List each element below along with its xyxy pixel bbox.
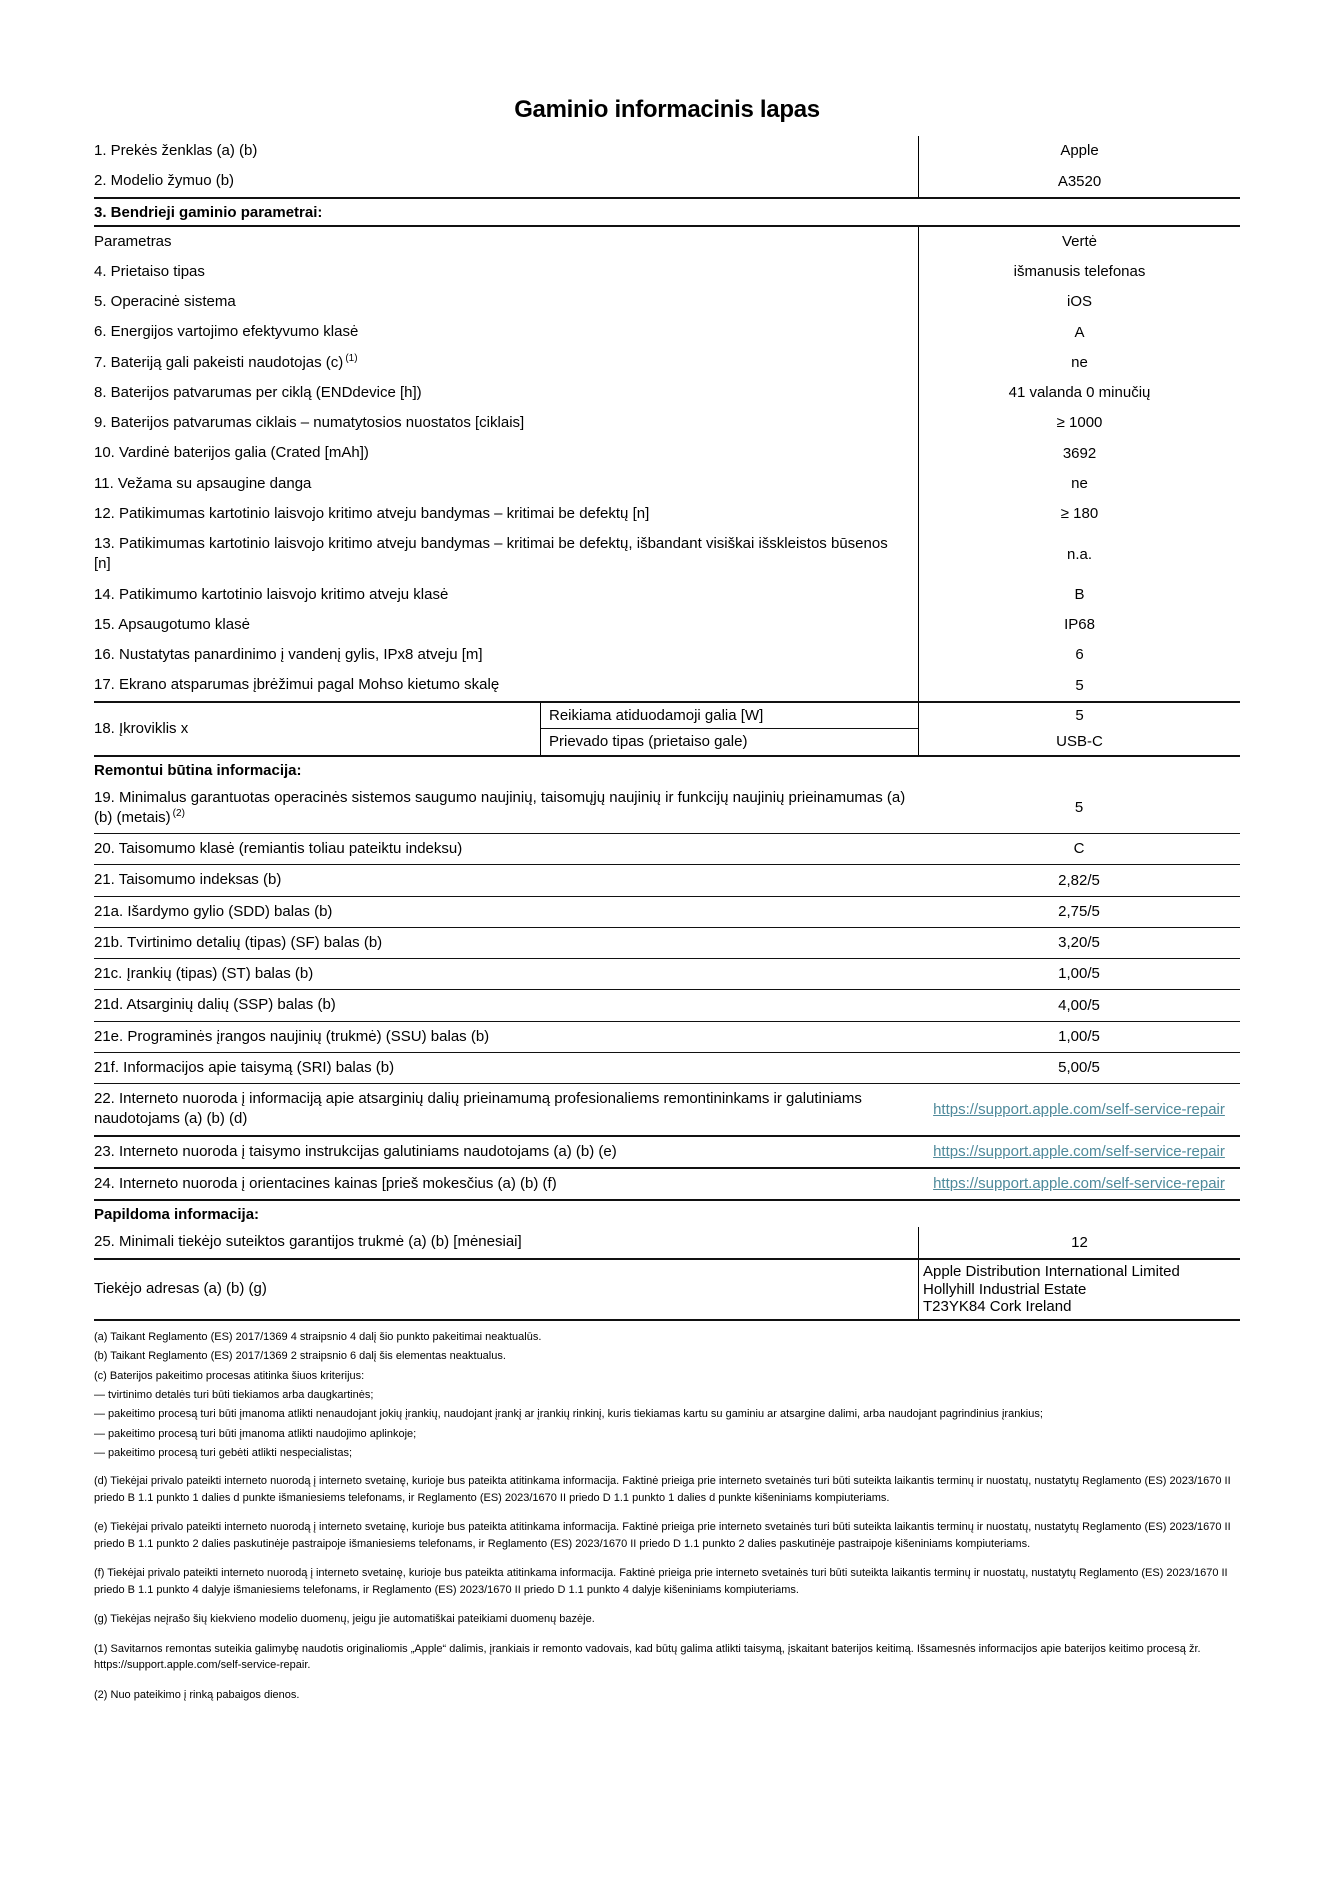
row-label: 17. Ekrano atsparumas įbrėžimui pagal Mohso kietumo skalę	[94, 676, 500, 694]
row-value: IP68	[918, 610, 1240, 640]
row-value: 5	[918, 670, 1240, 700]
spare-parts-link[interactable]: https://support.apple.com/self-service-repair	[933, 1100, 1225, 1118]
row-value: 2,75/5	[1058, 902, 1100, 920]
table-row	[94, 166, 1240, 196]
footnote: — tvirtinimo detalės turi būti tiekiamos arba daugkartinės;	[94, 1388, 374, 1401]
column-header-value: Vertė	[918, 227, 1240, 257]
row-value: ne	[918, 348, 1240, 378]
supplier-address-line: Hollyhill Industrial Estate	[923, 1280, 1087, 1298]
page-title: Gaminio informacinis lapas	[514, 96, 820, 123]
row-value: 1,00/5	[1058, 1027, 1100, 1045]
charger-sub-label: Prievado tipas (prietaiso gale)	[549, 733, 748, 750]
row-value: 6	[918, 640, 1240, 670]
section-header-additional: Papildoma informacija:	[94, 1206, 260, 1223]
row-label: 21e. Programinės įrangos naujinių (trukmė) (SSU) balas (b)	[94, 1027, 490, 1045]
row-value: A	[918, 317, 1240, 347]
supplier-address-line: T23YK84 Cork Ireland	[923, 1298, 1072, 1316]
table-row	[94, 640, 1240, 670]
row-label: 25. Minimali tiekėjo suteiktos garantijos trukmė (a) (b) [mėnesiai]	[94, 1233, 522, 1251]
row-label: 4. Prietaiso tipas	[94, 262, 205, 280]
table-row	[94, 1084, 1240, 1137]
row-value: 3692	[918, 438, 1240, 468]
table-row	[94, 438, 1240, 468]
row-value: ≥ 1000	[918, 408, 1240, 438]
row-value: ne	[918, 469, 1240, 499]
row-value: 12	[918, 1227, 1240, 1258]
row-value: 41 valanda 0 minučių	[918, 378, 1240, 408]
table-row	[94, 317, 1240, 347]
row-label: Tiekėjo adresas (a) (b) (g)	[94, 1280, 267, 1298]
row-label: 11. Vežama su apsaugine danga	[94, 474, 312, 492]
footnote: (1) Savitarnos remontas suteikia galimybę naudotis originaliomis „Apple“ dalimis, įrankiais ir remonto vadovais, kad būtų galima atlikti taisymą, įskaitant baterijos keitimą. Išsamesnės informacijos apie baterijos keitimo procesą žr. https://support.apple.com/self-service-repair.	[94, 1642, 1201, 1672]
indicative-prices-link[interactable]: https://support.apple.com/self-service-repair	[933, 1175, 1225, 1193]
footnote: (c) Baterijos pakeitimo procesas atitinka šiuos kriterijus:	[94, 1369, 365, 1382]
row-value: išmanusis telefonas	[918, 257, 1240, 287]
row-value: n.a.	[918, 529, 1240, 580]
table-row	[94, 1053, 1240, 1084]
footnote: (b) Taikant Reglamento (ES) 2017/1369 2 straipsnio 6 dalį šis elementas neaktualus.	[94, 1350, 506, 1363]
footnote: (a) Taikant Reglamento (ES) 2017/1369 4 straipsnio 4 dalį šio punkto pakeitimai neaktualūs.	[94, 1331, 542, 1344]
footnote: — pakeitimo procesą turi gebėti atlikti nespecialistas;	[94, 1446, 353, 1459]
table-header-row	[94, 227, 1240, 257]
row-label: 15. Apsaugotumo klasė	[94, 615, 250, 633]
general-parameters-section	[94, 227, 1240, 701]
repair-section	[94, 783, 1240, 1202]
brand-model-section	[94, 136, 1240, 199]
table-row	[94, 865, 1240, 896]
row-label: 19. Minimalus garantuotas operacinės sistemos saugumo naujinių, taisomųjų naujinių ir funkcijų naujinių prieinamumas (a) (b) (metais) $^{(2)}$	[94, 788, 906, 826]
row-label: 21b. Tvirtinimo detalių (tipas) (SF) balas (b)	[94, 933, 383, 951]
table-row	[94, 959, 1240, 990]
row-value: 4,00/5	[1058, 996, 1100, 1014]
section-header-general: 3. Bendrieji gaminio parametrai:	[94, 199, 1240, 227]
table-row	[94, 834, 1240, 865]
charger-sub-label: Reikiama atiduodamoji galia [W]	[541, 703, 918, 729]
row-value: Apple	[918, 136, 1240, 166]
row-label: 20. Taisomumo klasė (remiantis toliau pateiktu indeksu)	[94, 840, 463, 857]
row-value: 1,00/5	[1058, 965, 1100, 983]
row-value: C	[1073, 840, 1085, 858]
row-label: 13. Patikimumas kartotinio laisvojo kritimo atveju bandymas – kritimai be defektų, išbandant visiškai išskleistos būsenos [n]	[94, 535, 888, 573]
table-row	[94, 378, 1240, 408]
table-row	[94, 1227, 1240, 1260]
row-value	[918, 1169, 1240, 1199]
table-row	[94, 897, 1240, 928]
row-label: 2. Modelio žymuo (b)	[94, 172, 235, 190]
row-label: 21d. Atsarginių dalių (SSP) balas (b)	[94, 996, 336, 1014]
row-value: 3,20/5	[1058, 934, 1100, 952]
charger-sub-value: USB-C	[918, 729, 1240, 755]
row-label: 16. Nustatytas panardinimo į vandenį gylis, IPx8 atveju [m]	[94, 646, 483, 663]
row-value	[918, 1084, 1240, 1135]
row-value: 5	[1074, 799, 1084, 816]
row-label: 10. Vardinė baterijos galia (Crated [mAh])	[94, 444, 369, 462]
charger-row	[94, 701, 1240, 757]
table-row	[94, 610, 1240, 640]
table-row	[94, 499, 1240, 529]
table-row	[94, 670, 1240, 700]
footnote: (g) Tiekėjas neįrašo šių kiekvieno modelio duomenų, jeigu jie automatiškai pateikiami duomenų bazėje.	[94, 1613, 595, 1626]
table-row	[94, 990, 1240, 1021]
row-value: iOS	[918, 287, 1240, 317]
row-label: 24. Interneto nuoroda į orientacines kainas [prieš mokesčius (a) (b) (f)	[94, 1174, 557, 1192]
footnotes	[94, 1330, 1240, 1703]
row-label: 6. Energijos vartojimo efektyvumo klasė	[94, 323, 359, 341]
section-header-repair: Remontui būtina informacija:	[94, 761, 302, 779]
table-row	[94, 136, 1240, 166]
table-row	[94, 257, 1240, 287]
row-value	[918, 1137, 1240, 1167]
row-label: 21f. Informacijos apie taisymą (SRI) balas (b)	[94, 1058, 395, 1076]
row-label: 21a. Išardymo gylio (SDD) balas (b)	[94, 902, 333, 920]
row-value: 2,82/5	[1058, 871, 1100, 889]
row-value: 5,00/5	[1058, 1059, 1100, 1077]
supplier-address-row	[94, 1260, 1240, 1321]
table-row	[94, 580, 1240, 610]
footnote: (e) Tiekėjai privalo pateikti interneto nuorodą į interneto svetainę, kurioje bus pateikta atitinkama informacija. Faktinė prieiga prie interneto svetainės turi būti suteikta laikantis terminų ir nuostatų, nustatytų Reglamento (ES) 2023/1670 II priedo B 1.1 punkto 2 dalies paskutinėje pastraipoje išmaniesiems telefonams, ir Reglamento (ES) 2023/1670 II priedo D 1.1 punkto 2 dalies paskutinėje pastraipoje kišeniniams kompiuteriams.	[94, 1521, 1231, 1550]
table-row	[94, 469, 1240, 499]
row-value: ≥ 180	[918, 499, 1240, 529]
footnote: (2) Nuo pateikimo į rinką pabaigos dienos.	[94, 1688, 300, 1701]
footnote-marker: (1)	[345, 352, 358, 364]
footnote: — pakeitimo procesą turi būti įmanoma atlikti naudojimo aplinkoje;	[94, 1427, 417, 1440]
footnote: — pakeitimo procesą turi būti įmanoma atlikti nenaudojant jokių įrankių, naudojant įrankį ar įrankių rinkinį, kuris tiekiamas kartu su gaminiu ar atsargine dalimi, arba naudojant pagrindinius įrankius;	[94, 1408, 1043, 1421]
table-row	[94, 287, 1240, 317]
table-row	[94, 348, 1240, 378]
row-label: 21c. Įrankių (tipas) (ST) balas (b)	[94, 965, 314, 982]
row-label: 9. Baterijos patvarumas ciklais – numatytosios nuostatos [ciklais]	[94, 414, 525, 431]
row-label: 18. Įkroviklis x	[94, 703, 541, 755]
footnote-marker: (2)	[172, 807, 185, 819]
supplier-address-line: Apple Distribution International Limited	[923, 1263, 1180, 1280]
row-label: 21. Taisomumo indeksas (b)	[94, 871, 282, 889]
row-value: B	[918, 580, 1240, 610]
footnote: (d) Tiekėjai privalo pateikti interneto nuorodą į interneto svetainę, kurioje bus pateikta atitinkama informacija. Faktinė prieiga prie interneto svetainės turi būti suteikta laikantis terminų ir nuostatų, nustatytų Reglamento (ES) 2023/1670 II priedo B 1.1 punkto 1 dalies d punkte išmaniesiems telefonams, ir Reglamento (ES) 2023/1670 II priedo D 1.1 punkto 1 dalies d punkte kišeniniams kompiuteriams.	[94, 1475, 1231, 1504]
column-header-parameter: Parametras	[94, 232, 172, 250]
table-row	[94, 783, 1240, 835]
row-label: 23. Interneto nuoroda į taisymo instrukcijas galutiniams naudotojams (a) (b) (e)	[94, 1142, 617, 1160]
table-row	[94, 1169, 1240, 1201]
table-row	[94, 1022, 1240, 1053]
supplier-address	[918, 1260, 1240, 1319]
footnote: (f) Tiekėjai privalo pateikti interneto nuorodą į interneto svetainę, kurioje bus pateikta atitinkama informacija. Faktinė prieiga prie interneto svetainės turi būti suteikta laikantis terminų ir nuostatų, nustatytų Reglamento (ES) 2023/1670 II priedo B 1.1 punkto 4 dalyje išmaniesiems telefonams, ir Reglamento (ES) 2023/1670 II priedo D 1.1 punkto 4 dalyje kišeniniams kompiuteriams.	[94, 1567, 1228, 1596]
table-row	[94, 1137, 1240, 1169]
table-row	[94, 408, 1240, 438]
charger-sub-value: 5	[918, 703, 1240, 729]
row-label: 22. Interneto nuoroda į informaciją apie atsarginių dalių prieinamumą profesionaliems remontininkams ir galutiniams naudotojams (a) (b) (d)	[94, 1090, 862, 1128]
row-value: A3520	[918, 166, 1240, 196]
table-row	[94, 529, 1240, 580]
row-label: 8. Baterijos patvarumas per ciklą (ENDdevice [h])	[94, 383, 422, 401]
row-label: 5. Operacinė sistema	[94, 293, 236, 310]
table-row	[94, 928, 1240, 959]
row-label: 7. Bateriją gali pakeisti naudotojas (c) $^{(1)}$	[94, 352, 358, 371]
row-label: 1. Prekės ženklas (a) (b)	[94, 142, 258, 159]
repair-instructions-link[interactable]: https://support.apple.com/self-service-repair	[933, 1142, 1225, 1160]
row-label: 12. Patikimumas kartotinio laisvojo kritimo atveju bandymas – kritimai be defektų [n]	[94, 504, 650, 522]
row-label: 14. Patikimumo kartotinio laisvojo kritimo atveju klasė	[94, 585, 449, 603]
